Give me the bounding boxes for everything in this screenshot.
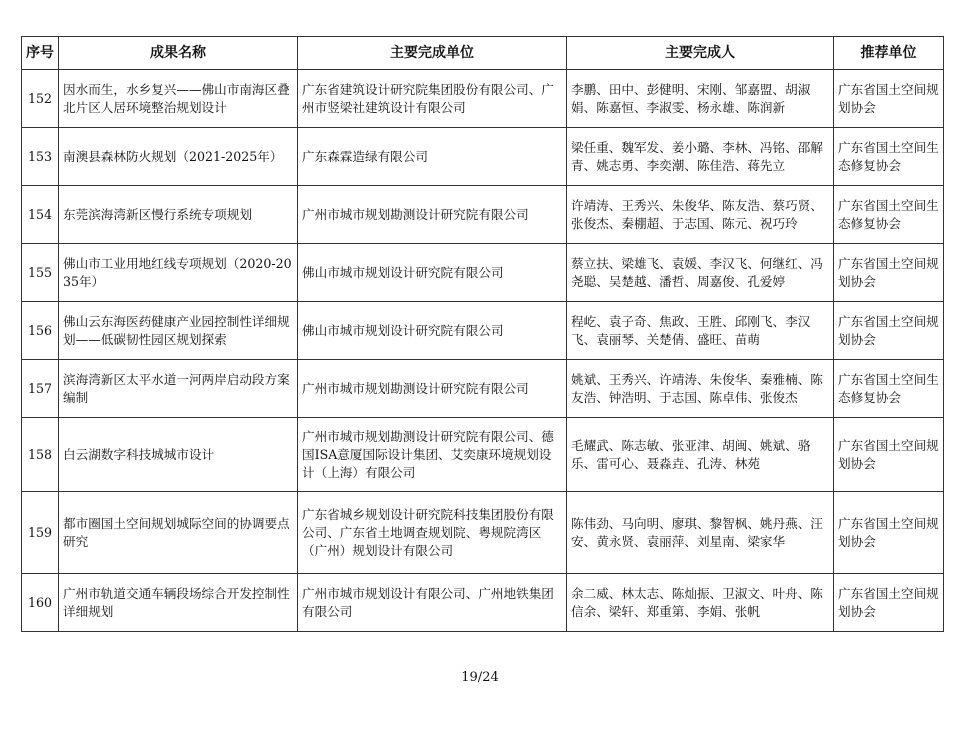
table-row — [22, 128, 944, 186]
row-unit: 广东省城乡规划设计研究院科技集团股份有限公司、广东省土地调查规划院、粤规院湾区（广州）规划设计有限公司 — [298, 492, 567, 574]
row-name: 东莞滨海湾新区慢行系统专项规划 — [59, 186, 298, 244]
row-name: 都市圈国土空间规划城际空间的协调要点研究 — [59, 492, 298, 574]
row-unit: 佛山市城市规划设计研究院有限公司 — [298, 302, 567, 360]
row-num: 156 — [22, 302, 59, 360]
row-recommender: 广东省国土空间规划协会 — [834, 70, 944, 128]
row-people: 李鹏、田中、彭健明、宋刚、邹嘉盟、胡淑娟、陈嘉恒、李淑雯、杨永雄、陈润新 — [567, 70, 834, 128]
table-row — [22, 70, 944, 128]
table-body — [22, 70, 944, 632]
table-row — [22, 186, 944, 244]
row-name: 白云湖数字科技城城市设计 — [59, 418, 298, 492]
table-row — [22, 492, 944, 574]
row-people: 陈伟劲、马向明、廖琪、黎智枫、姚丹燕、汪安、黄永贤、袁丽萍、刘星南、梁家华 — [567, 492, 834, 574]
header-num: 序号 — [22, 37, 59, 70]
row-name: 因水而生，水乡复兴——佛山市南海区叠北片区人居环境整治规划设计 — [59, 70, 298, 128]
row-people: 姚斌、王秀兴、许靖涛、朱俊华、秦雅楠、陈友浩、钟浩明、于志国、陈卓伟、张俊杰 — [567, 360, 834, 418]
row-recommender: 广东省国土空间生态修复协会 — [834, 128, 944, 186]
table-header — [22, 37, 944, 70]
row-recommender: 广东省国土空间生态修复协会 — [834, 186, 944, 244]
row-name: 南澳县森林防火规划（2021-2025年） — [59, 128, 298, 186]
header-people: 主要完成人 — [567, 37, 834, 70]
row-unit: 广州市城市规划勘测设计研究院有限公司 — [298, 360, 567, 418]
row-unit: 广东森霖造绿有限公司 — [298, 128, 567, 186]
row-unit: 广州市城市规划勘测设计研究院有限公司、德国ISA意厦国际设计集团、艾奕康环境规划设计（上海）有限公司 — [298, 418, 567, 492]
table-row — [22, 302, 944, 360]
row-recommender: 广东省国土空间规划协会 — [834, 418, 944, 492]
row-people: 蔡立扶、梁雄飞、袁媛、李汉飞、何继红、冯尧聪、吴楚越、潘哲、周嘉俊、孔爱婷 — [567, 244, 834, 302]
table-row — [22, 360, 944, 418]
row-people: 毛耀武、陈志敏、张亚津、胡闽、姚斌、骆乐、雷可心、聂淼垚、孔涛、林苑 — [567, 418, 834, 492]
row-recommender: 广东省国土空间规划协会 — [834, 244, 944, 302]
row-people: 许靖涛、王秀兴、朱俊华、陈友浩、蔡巧贤、张俊杰、秦棚超、于志国、陈元、祝巧玲 — [567, 186, 834, 244]
row-recommender: 广东省国土空间规划协会 — [834, 574, 944, 632]
row-unit: 广州市城市规划设计有限公司、广州地铁集团有限公司 — [298, 574, 567, 632]
row-num: 157 — [22, 360, 59, 418]
header-name: 成果名称 — [59, 37, 298, 70]
row-people: 梁任重、魏军发、姜小璐、李林、冯铭、邵解青、姚志勇、李奕潮、陈佳浩、蒋先立 — [567, 128, 834, 186]
row-recommender: 广东省国土空间规划协会 — [834, 302, 944, 360]
table-row — [22, 418, 944, 492]
row-people: 程屹、袁子奇、焦政、王胜、邱刚飞、李汉飞、袁丽琴、关楚倩、盛旺、苗萌 — [567, 302, 834, 360]
page-number: 19/24 — [461, 670, 499, 685]
header-row — [22, 37, 944, 70]
row-unit: 佛山市城市规划设计研究院有限公司 — [298, 244, 567, 302]
row-name: 滨海湾新区太平水道一河两岸启动段方案编制 — [59, 360, 298, 418]
header-unit: 主要完成单位 — [298, 37, 567, 70]
row-name: 佛山云东海医药健康产业园控制性详细规划——低碳韧性园区规划探索 — [59, 302, 298, 360]
row-recommender: 广东省国土空间生态修复协会 — [834, 360, 944, 418]
row-num: 155 — [22, 244, 59, 302]
header-recommender: 推荐单位 — [834, 37, 944, 70]
awards-table — [21, 36, 944, 632]
table-row — [22, 244, 944, 302]
row-unit: 广州市城市规划勘测设计研究院有限公司 — [298, 186, 567, 244]
row-unit: 广东省建筑设计研究院集团股份有限公司、广州市竖梁社建筑设计有限公司 — [298, 70, 567, 128]
row-num: 153 — [22, 128, 59, 186]
row-name: 广州市轨道交通车辆段场综合开发控制性详细规划 — [59, 574, 298, 632]
row-num: 152 — [22, 70, 59, 128]
row-name: 佛山市工业用地红线专项规划（2020-2035年） — [59, 244, 298, 302]
row-num: 154 — [22, 186, 59, 244]
row-num: 158 — [22, 418, 59, 492]
row-recommender: 广东省国土空间规划协会 — [834, 492, 944, 574]
row-num: 160 — [22, 574, 59, 632]
row-num: 159 — [22, 492, 59, 574]
row-people: 余二威、林太志、陈灿振、卫淑文、叶舟、陈信余、梁轩、郑重第、李娟、张帆 — [567, 574, 834, 632]
table-row — [22, 574, 944, 632]
